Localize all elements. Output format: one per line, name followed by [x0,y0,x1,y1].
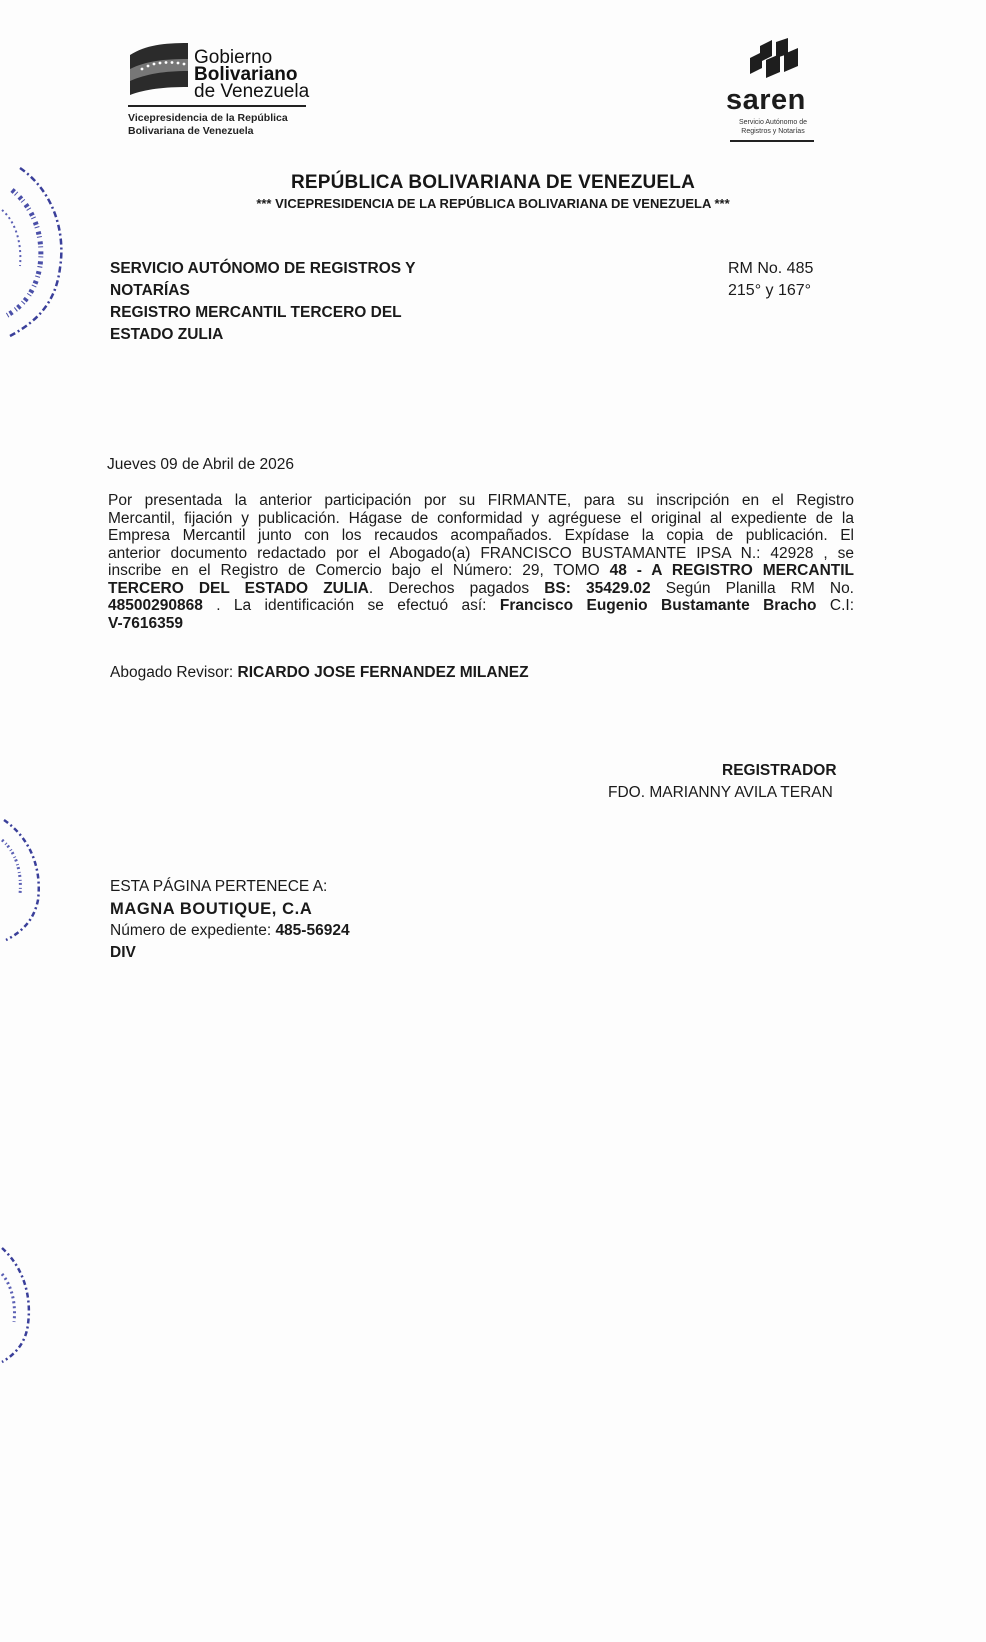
gov-logo-line1: Gobierno [194,47,273,68]
government-logo-text [194,49,309,100]
company-name: MAGNA BOUTIQUE, C.A [110,900,313,918]
flag-icon [128,41,190,97]
rm-number: RM No. 485 [728,260,814,277]
gov-logo-sub-line1: Vicepresidencia de la República [128,112,288,124]
body-paragraph [108,492,854,632]
signature-name: FDO. MARIANNY AVILA TERAN [608,784,833,801]
document-code: DIV [110,944,136,961]
saren-logo [726,38,836,148]
expediente-line [110,920,350,942]
document-title: REPÚBLICA BOLIVARIANA DE VENEZUELA [290,172,696,193]
body-line-4: anterior documento redactado por el Abogado(a) FRANCISCO BUSTAMANTE IPSA N.: 42928 , se [108,544,854,562]
body-line-7 [108,597,854,615]
id-number: V-7616359 [108,614,183,632]
body-line-6 [108,580,854,598]
office-block [110,258,415,346]
document-subtitle: *** VICEPRESIDENCIA DE LA REPÚBLICA BOLIVARIANA DE VENEZUELA *** [256,196,730,211]
gov-logo-divider [128,105,306,107]
office-line-2: NOTARÍAS [110,282,190,299]
saren-subtitle [728,118,818,136]
saren-divider [730,140,814,142]
fees-paid: BS: 35429.02 [544,579,651,597]
saren-wordmark: saren [726,84,806,116]
saren-sub-line2: Registros y Notarías [741,128,805,135]
document-date: Jueves 09 de Abril de 2026 [107,456,294,473]
gov-logo-line3: de Venezuela [194,81,310,102]
saren-mark-icon [746,38,806,82]
body-line-5 [108,562,854,580]
registry-name: TERCERO DEL ESTADO ZULIA [108,579,369,597]
office-line-1: SERVICIO AUTÓNOMO DE REGISTROS Y [110,260,416,277]
government-logo [128,27,328,147]
saren-sub-line1: Servicio Autónomo de [738,119,808,126]
gov-logo-line2: Bolivariano [194,64,298,85]
body-line-3: Empresa Mercantil junto con los recaudos acompañados. Expídase la copia de publicación. El [108,527,854,544]
rm-years: 215° y 167° [728,282,812,299]
body-line-6b: . Derechos pagados [368,579,545,597]
signature-role: REGISTRADOR [722,762,837,779]
belongs-label: ESTA PÁGINA PERTENECE A: [110,878,328,895]
body-line-7d: C.I: [816,597,855,614]
body-line-2: Mercantil, fijación y publicación. Hágase de conformidad y agréguese el original al expediente de la [108,509,854,527]
seal-stamp-middle [0,808,50,948]
identified-person: Francisco Eugenio Bustamante Bracho [499,597,817,614]
expediente-label: Número de expediente: [110,922,276,939]
body-line-6d: Según Planilla RM No. [650,579,854,597]
body-line-5a: inscribe en el Registro de Comercio bajo el Número: 29, TOMO [108,562,610,579]
gov-logo-subtitle [128,112,288,138]
footer-block [110,876,350,964]
reviewer-name: RICARDO JOSE FERNANDEZ MILANEZ [237,664,529,681]
planilla-number: 48500290868 [108,597,203,614]
office-line-4: ESTADO ZULIA [110,326,224,343]
expediente-value: 485-56924 [275,922,350,939]
seal-stamp-top [0,150,70,350]
reviewer-label: Abogado Revisor: [110,664,238,681]
gov-logo-sub-line2: Bolivariana de Venezuela [128,125,254,137]
office-line-3: REGISTRO MERCANTIL TERCERO DEL [110,304,402,321]
reviewer-line [110,664,529,682]
tomo-value: 48 - A REGISTRO MERCANTIL [609,562,855,579]
body-line-1: Por presentada la anterior participación por su FIRMANTE, para su inscripción en el Registro [108,492,854,509]
registry-number-block [728,258,813,302]
seal-stamp-bottom [0,1238,40,1368]
body-line-7b: . La identificación se efectuó así: [202,597,500,614]
